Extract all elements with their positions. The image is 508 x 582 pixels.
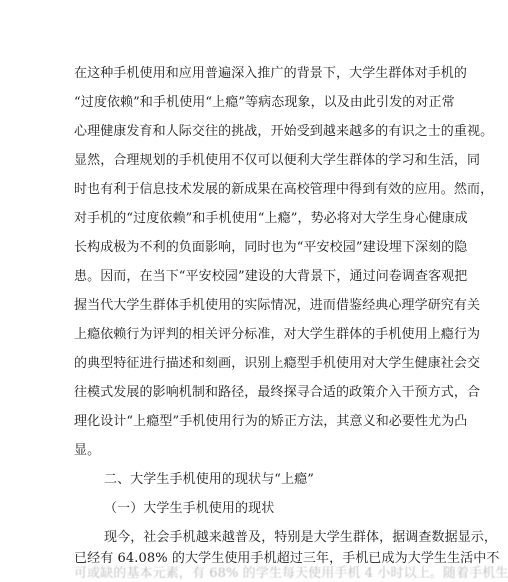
paragraph-1-line-13: 理化设计“上瘾型”手机使用行为的矫正方法，其意义和必要性尤为凸 — [74, 414, 468, 429]
paragraph-1-line-12: 往模式发展的影响机制和路径，最终探寻合适的政策介入干预方式，合 — [74, 385, 481, 400]
paragraph-1-line-14: 显。 — [74, 443, 101, 458]
subsection-heading: （一）大学生手机使用的现状 — [104, 501, 275, 516]
paragraph-1-line-5: 时也有利于信息技术发展的新成果在高校管理中得到有效的应用。然而， — [74, 182, 494, 197]
paragraph-1-line-11: 的典型特征进行描述和刻画，识别上瘾型手机使用对大学生健康社会交 — [74, 356, 481, 371]
paragraph-2-line-1: 现今，社会手机越来越普及，特别是大学生群体，据调查数据显示， — [104, 530, 498, 545]
paragraph-1-line-10: 上瘾依赖行为评判的相关评分标准，对大学生群体的手机使用上瘾行为 — [74, 327, 481, 342]
paragraph-1-line-7: 长构成极为不利的负面影响，同时也为“平安校园”建设埋下深刻的隐 — [74, 240, 468, 255]
paragraph-1-line-1: 在这种手机使用和应用普遍深入推广的背景下，大学生群体对手机的 — [74, 66, 468, 81]
paragraph-2-line-3: 可或缺的基本元素，有 68% 的学生每天使用手机 4 小时以上。随着手机生 — [74, 566, 508, 581]
paragraph-1-line-6: 对手机的“过度依赖”和手机使用“上瘾”，势必将对大学生身心健康成 — [74, 211, 468, 226]
paragraph-1-line-4: 显然，合理规划的手机使用不仅可以便利大学生群体的学习和生活，同 — [74, 153, 481, 168]
paragraph-1-line-9: 握当代大学生群体手机使用的实际情况，进而借鉴经典心理学研究有关 — [74, 298, 481, 313]
paragraph-2-line-2: 已经有 64.08% 的大学生使用手机超过三年，手机已成为大学生生活中不 — [74, 551, 500, 566]
paragraph-1-line-3: 心理健康发育和人际交往的挑战，开始受到越来越多的有识之士的重视。 — [74, 124, 494, 139]
paragraph-1-line-8: 患。因而，在当下“平安校园”建设的大背景下，通过问卷调查客观把 — [74, 269, 468, 284]
section-heading: 二、大学生手机使用的现状与“上瘾” — [104, 472, 314, 487]
paragraph-1-line-2: “过度依赖”和手机使用“上瘾”等病态现象，以及由此引发的对正常 — [74, 95, 455, 110]
